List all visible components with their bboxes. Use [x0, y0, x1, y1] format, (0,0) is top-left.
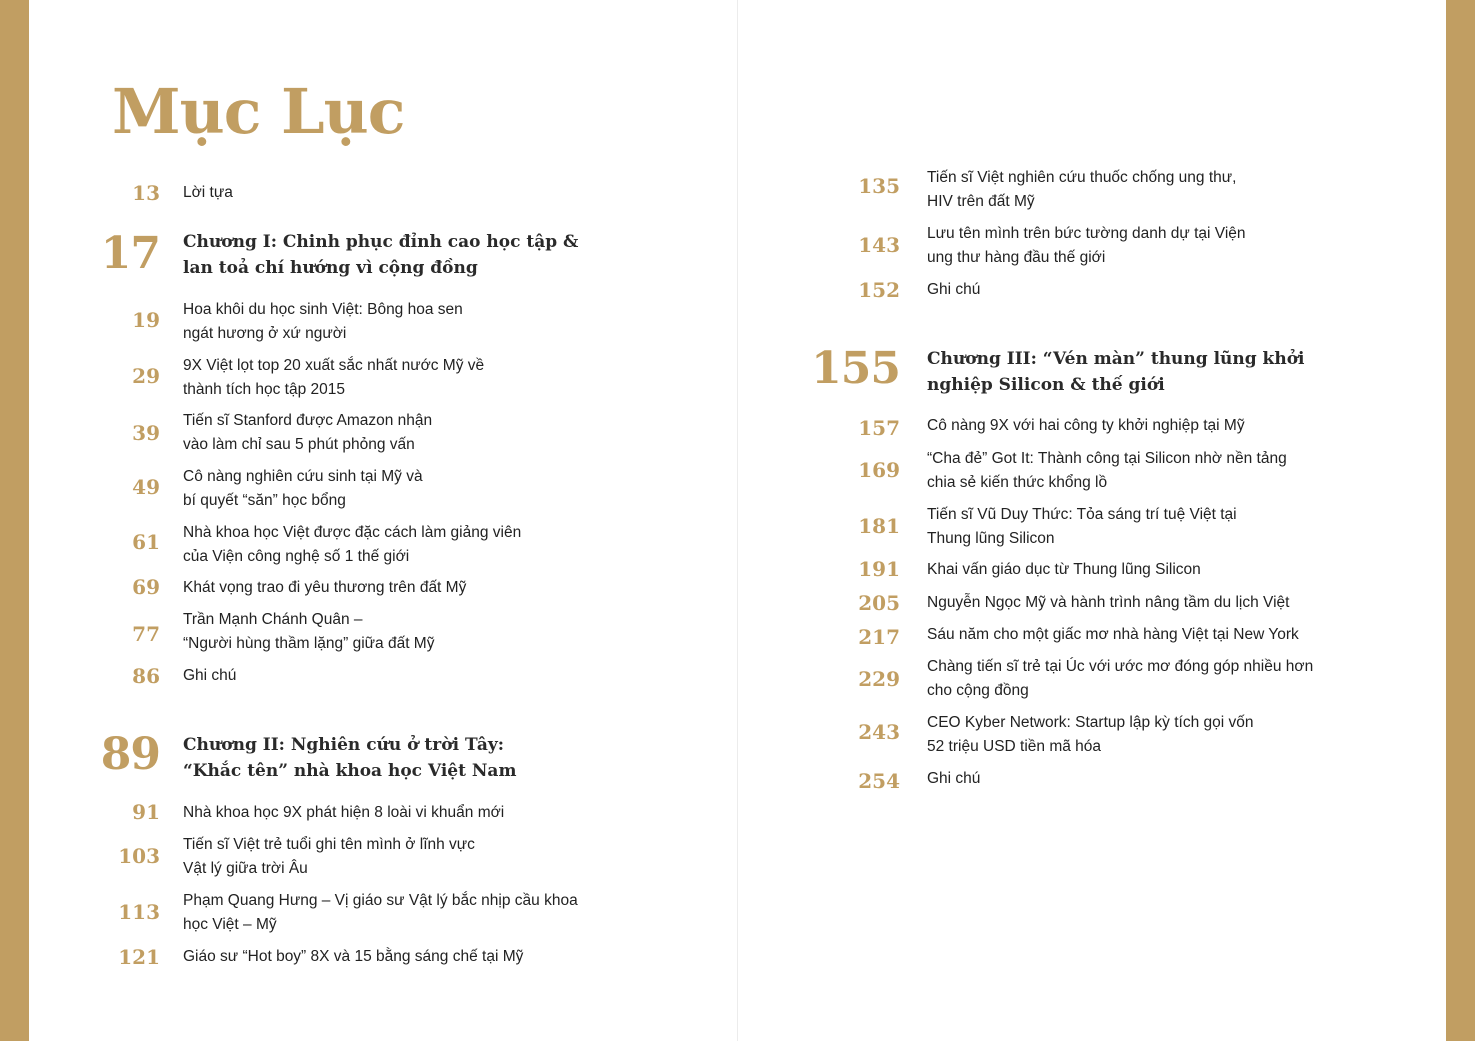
toc-page-number: 229 [858, 667, 900, 691]
toc-entry-line: Lưu tên mình trên bức tường danh dự tại Viện [927, 225, 1246, 242]
toc-entry[interactable] [183, 576, 466, 600]
toc-entry[interactable] [183, 465, 423, 512]
toc-page-number: 243 [858, 720, 900, 744]
toc-entry-line: Cô nàng 9X với hai công ty khởi nghiệp tại Mỹ [927, 417, 1245, 434]
toc-entry-line: Tiến sĩ Việt trẻ tuổi ghi tên mình ở lĩnh vực [183, 836, 475, 853]
toc-page-number: 91 [132, 800, 160, 824]
toc-entry-line: Ghi chú [183, 667, 237, 684]
toc-page-number: 86 [132, 664, 160, 688]
toc-entry-line: Giáo sư “Hot boy” 8X và 15 bằng sáng chế tại Mỹ [183, 948, 524, 965]
toc-entry[interactable] [927, 222, 1246, 269]
toc-entry[interactable] [183, 298, 463, 345]
toc-entry-line: ung thư hàng đầu thế giới [927, 248, 1106, 266]
toc-entry-line: “Cha đẻ” Got It: Thành công tại Silicon nhờ nền tảng [927, 450, 1287, 467]
toc-page-number: 152 [858, 278, 900, 302]
toc-entry[interactable] [927, 278, 980, 302]
toc-entry-line: Cô nàng nghiên cứu sinh tại Mỹ và [183, 468, 423, 485]
page-title: Mục Lục [112, 75, 405, 148]
toc-entry[interactable] [927, 591, 1289, 615]
toc-page-number: 169 [858, 458, 900, 482]
toc-entry-line: thành tích học tập 2015 [183, 380, 346, 398]
toc-entry-line: cho cộng đồng [927, 681, 1029, 699]
toc-entry-line: Lời tựa [183, 184, 233, 201]
toc-entry-line: Phạm Quang Hưng – Vị giáo sư Vật lý bắc nhịp cầu khoa [183, 892, 578, 909]
toc-page-number: 61 [132, 530, 160, 554]
toc-page-number: 39 [132, 421, 160, 445]
toc-entry[interactable] [183, 664, 236, 688]
toc-page-number: 29 [132, 364, 160, 388]
toc-entry[interactable] [183, 409, 432, 456]
right-gold-border [1446, 0, 1475, 1041]
toc-entry-line: Sáu năm cho một giấc mơ nhà hàng Việt tại New York [927, 626, 1299, 643]
toc-entry-line: “Người hùng thầm lặng” giữa đất Mỹ [183, 634, 435, 652]
chapter-heading-line: nghiệp Silicon & thế giới [927, 374, 1165, 395]
toc-entry-line: Khát vọng trao đi yêu thương trên đất Mỹ [183, 579, 467, 596]
toc-entry[interactable] [927, 767, 980, 791]
toc-entry[interactable] [927, 711, 1254, 758]
toc-entry-line: Nhà khoa học Việt được đặc cách làm giảng viên [183, 524, 522, 541]
toc-page-number: 19 [132, 308, 160, 332]
left-gold-border [0, 0, 29, 1041]
toc-entry[interactable] [927, 558, 1201, 582]
toc-entry[interactable] [927, 414, 1245, 438]
chapter-page-number: 89 [100, 729, 160, 780]
toc-page-number: 121 [118, 945, 160, 969]
toc-page-number: 49 [132, 475, 160, 499]
toc-entry[interactable] [927, 623, 1299, 647]
toc-entry[interactable] [183, 889, 578, 936]
toc-entry-line: Thung lũng Silicon [927, 529, 1055, 547]
toc-entry-line: Tiến sĩ Việt nghiên cứu thuốc chống ung thư, [927, 169, 1237, 186]
chapter-heading-line: lan toả chí hướng vì cộng đồng [183, 257, 478, 278]
toc-entry-line: vào làm chỉ sau 5 phút phỏng vấn [183, 435, 415, 453]
toc-entry[interactable] [183, 521, 521, 568]
toc-page-number: 157 [858, 416, 900, 440]
chapter-heading-line: Chương I: Chinh phục đỉnh cao học tập & [183, 232, 579, 252]
toc-entry-line: chia sẻ kiến thức khổng lồ [927, 473, 1108, 491]
toc-entry[interactable] [183, 181, 233, 205]
toc-entry-line: CEO Kyber Network: Startup lập kỳ tích gọi vốn [927, 714, 1254, 731]
toc-entry-line: Tiến sĩ Vũ Duy Thức: Tỏa sáng trí tuệ Việt tại [927, 506, 1237, 523]
toc-page-number: 254 [858, 769, 900, 793]
toc-entry-line: 9X Việt lọt top 20 xuất sắc nhất nước Mỹ về [183, 357, 485, 374]
toc-page-number: 181 [858, 514, 900, 538]
toc-entry[interactable] [927, 447, 1287, 494]
toc-entry-line: học Việt – Mỹ [183, 915, 277, 933]
toc-entry[interactable] [927, 166, 1236, 213]
toc-entry-line: Vật lý giữa trời Âu [183, 859, 308, 877]
toc-page-number: 205 [858, 591, 900, 615]
toc-entry-line: ngát hương ở xứ người [183, 324, 347, 342]
toc-entry-line: 52 triệu USD tiền mã hóa [927, 737, 1102, 755]
toc-page-number: 217 [858, 625, 900, 649]
toc-entry-line: Chàng tiến sĩ trẻ tại Úc với ước mơ đóng góp nhiều hơn [927, 658, 1314, 675]
toc-entry-line: Ghi chú [927, 770, 981, 787]
toc-entry-line: Hoa khôi du học sinh Việt: Bông hoa sen [183, 301, 463, 318]
toc-entry-line: Ghi chú [927, 281, 981, 298]
chapter-heading[interactable] [183, 733, 516, 784]
toc-entry-line: Nguyễn Ngọc Mỹ và hành trình nâng tầm du lịch Việt [927, 594, 1290, 611]
toc-page-number: 191 [858, 557, 900, 581]
chapter-heading-line: Chương III: “Vén màn” thung lũng khởi [927, 349, 1305, 369]
toc-entry-line: Khai vấn giáo dục từ Thung lũng Silicon [927, 561, 1201, 578]
chapter-heading[interactable] [927, 347, 1305, 398]
toc-entry[interactable] [183, 801, 504, 825]
toc-entry-line: HIV trên đất Mỹ [927, 192, 1035, 210]
toc-entry-line: bí quyết “săn” học bổng [183, 491, 346, 509]
chapter-heading-line: “Khắc tên” nhà khoa học Việt Nam [183, 760, 517, 781]
toc-entry[interactable] [183, 608, 434, 655]
toc-entry-line: Tiến sĩ Stanford được Amazon nhận [183, 412, 433, 429]
toc-entry[interactable] [183, 354, 484, 401]
toc-page-number: 135 [858, 174, 900, 198]
toc-entry-line: của Viện công nghệ số 1 thế giới [183, 547, 410, 565]
toc-page-number: 143 [858, 233, 900, 257]
toc-entry[interactable] [183, 945, 523, 969]
chapter-page-number: 17 [100, 228, 160, 279]
toc-page-number: 13 [132, 181, 160, 205]
page-gutter [737, 0, 738, 1041]
toc-entry[interactable] [927, 655, 1313, 702]
toc-page-number: 103 [118, 844, 160, 868]
toc-page-number: 69 [132, 575, 160, 599]
chapter-heading-line: Chương II: Nghiên cứu ở trời Tây: [183, 735, 504, 755]
toc-entry[interactable] [927, 503, 1237, 550]
chapter-page-number: 155 [811, 343, 900, 394]
chapter-heading[interactable] [183, 230, 578, 281]
toc-entry-line: Nhà khoa học 9X phát hiện 8 loài vi khuẩn mới [183, 804, 505, 821]
toc-page-number: 113 [118, 900, 160, 924]
toc-entry[interactable] [183, 833, 475, 880]
toc-entry-line: Trần Mạnh Chánh Quân – [183, 611, 363, 628]
toc-page-number: 77 [132, 622, 160, 646]
